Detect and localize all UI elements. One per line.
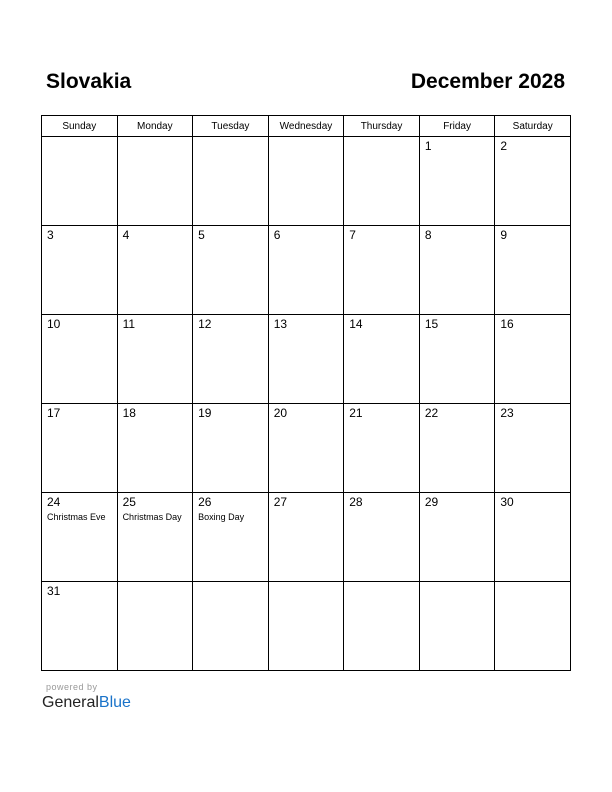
day-cell (268, 493, 344, 582)
day-number: 20 (273, 406, 288, 420)
day-number: 2 (500, 139, 508, 153)
day-cell (268, 582, 344, 671)
day-number: 7 (349, 228, 356, 242)
day-cell (117, 493, 193, 582)
day-number: 31 (47, 584, 61, 598)
weekday-tuesday: Tuesday (193, 116, 269, 137)
day-cell (42, 582, 118, 671)
day-cell (344, 404, 420, 493)
day-cell (42, 404, 118, 493)
day-number: 6 (273, 228, 281, 242)
week-row (42, 226, 571, 315)
day-number: 19 (198, 406, 212, 420)
day-cell (419, 404, 495, 493)
day-cell (117, 404, 193, 493)
day-number: 5 (198, 228, 205, 242)
week-row (42, 493, 571, 582)
day-cell (419, 137, 495, 226)
day-cell (495, 226, 571, 315)
day-number: 10 (47, 317, 61, 331)
weekday-sunday: Sunday (42, 116, 118, 137)
day-number: 17 (47, 406, 61, 420)
day-cell (344, 226, 420, 315)
day-cell (419, 226, 495, 315)
day-number: 23 (500, 406, 514, 420)
day-number: 14 (349, 317, 363, 331)
day-cell (42, 137, 118, 226)
day-cell (117, 137, 193, 226)
day-number: 28 (349, 495, 363, 509)
weekday-saturday: Saturday (495, 116, 571, 137)
day-number: 22 (424, 406, 439, 420)
day-cell (419, 582, 495, 671)
weekday-header-row (42, 116, 571, 137)
day-cell (344, 582, 420, 671)
day-cell (495, 404, 571, 493)
day-number: 11 (122, 317, 136, 331)
day-cell (268, 315, 344, 404)
day-cell (344, 315, 420, 404)
weekday-friday: Friday (419, 116, 495, 137)
day-number: 4 (122, 228, 130, 242)
day-number: 26 (198, 495, 212, 509)
day-cell (419, 493, 495, 582)
week-row (42, 315, 571, 404)
day-number: 13 (273, 317, 288, 331)
country-title: Slovakia (46, 70, 132, 93)
day-cell (117, 315, 193, 404)
day-cell (117, 582, 193, 671)
day-cell (193, 315, 269, 404)
day-cell (268, 137, 344, 226)
day-cell (117, 226, 193, 315)
day-cell (193, 226, 269, 315)
day-number: 8 (424, 228, 432, 242)
day-cell (42, 226, 118, 315)
day-number: 18 (122, 406, 136, 420)
day-cell (495, 582, 571, 671)
day-number: 9 (500, 228, 508, 242)
powered-by-label: powered by (46, 682, 98, 692)
day-cell (495, 493, 571, 582)
day-cell (193, 582, 269, 671)
day-number: 16 (500, 317, 514, 331)
day-number: 29 (424, 495, 439, 509)
day-number: 24 (47, 495, 61, 509)
day-cell (495, 315, 571, 404)
day-number: 21 (349, 406, 363, 420)
week-row (42, 137, 571, 226)
day-number: 3 (47, 228, 54, 242)
day-cell (193, 404, 269, 493)
day-number: 27 (273, 495, 288, 509)
day-cell (268, 404, 344, 493)
day-number: 1 (424, 139, 432, 153)
day-cell (193, 137, 269, 226)
day-cell (42, 315, 118, 404)
week-row (42, 582, 571, 671)
day-cell (344, 493, 420, 582)
weekday-monday: Monday (117, 116, 193, 137)
holiday-label: Christmas Day (122, 512, 182, 522)
day-cell (42, 493, 118, 582)
generalblue-logo (42, 694, 131, 712)
holiday-label: Christmas Eve (47, 512, 106, 522)
day-cell (419, 315, 495, 404)
logo-blue-text: Blue (98, 694, 131, 711)
day-number: 30 (500, 495, 514, 509)
day-cell (495, 137, 571, 226)
day-cell (193, 493, 269, 582)
logo-general-text: General (42, 694, 99, 711)
month-year-title: December 2028 (410, 70, 565, 93)
weekday-wednesday: Wednesday (268, 116, 344, 137)
day-number: 15 (424, 317, 439, 331)
day-number: 12 (198, 317, 212, 331)
day-cell (344, 137, 420, 226)
week-row (42, 404, 571, 493)
weekday-thursday: Thursday (344, 116, 420, 137)
day-number: 25 (122, 495, 136, 509)
day-cell (268, 226, 344, 315)
calendar-grid (41, 115, 571, 671)
holiday-label: Boxing Day (198, 512, 245, 522)
